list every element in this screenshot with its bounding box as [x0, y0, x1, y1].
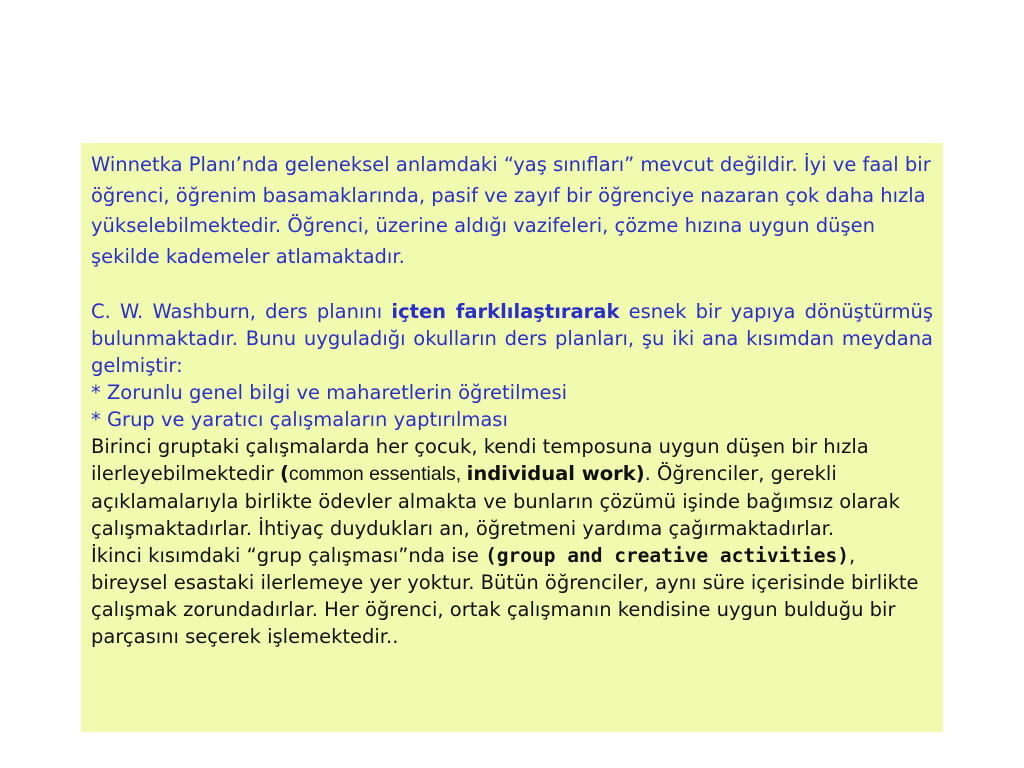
bullet-item: * Grup ve yaratıcı çalışmaların yaptırılması [91, 408, 508, 431]
text-box [81, 143, 943, 732]
first-group-plain-term: common essentials, [288, 463, 467, 485]
bullet-item: * Zorunlu genel bilgi ve maharetlerin öğretilmesi [91, 381, 568, 404]
second-group-text-start: İkinci kısımdaki “grup çalışması”nda ise [91, 544, 486, 567]
first-group-text-start: Birinci gruptaki çalışmalarda her çocuk, kendi temposuna uygun düşen bir hızla ilerleyebilmektedir [91, 435, 869, 485]
first-group-bold-term: individual work) [466, 462, 645, 485]
washburn-bold-term: içten farklılaştırarak [391, 300, 620, 323]
first-group-paren: ( [279, 462, 289, 485]
first-group-text-end: . Öğrenciler, gerekli açıklamalarıyla birlikte ödevler almakta ve bunların çözümü işinde bağımsız olarak çalışmaktadırlar. İhtiyaç duydukları an, öğretmeni yardıma çağırmaktadırlar. [91, 462, 900, 540]
paragraph-second-group [91, 542, 933, 650]
paragraph-first-group [91, 433, 933, 542]
paragraph-spacer [91, 272, 933, 298]
second-group-bold-term: (group and creative activities) [485, 544, 850, 567]
paragraph-winnetka: Winnetka Planı’nda geleneksel anlamdaki “yaş sınıfları” mevcut değildir. İyi ve faal bir öğrenci, öğrenim basamaklarında, pasif ve zayıf bir öğrenciye nazaran çok daha hızla yükselebilmektedir. Öğrenci, üzerine aldığı vazifeleri, çözme hızına uygun düşen şekilde kademeler atlamaktadır. [91, 153, 931, 268]
washburn-text-end: esnek bir yapıya dönüştürmüş bulunmaktadır. Bunu uyguladığı okulların ders planları, şu iki ana kısımdan meydana gelmiştir: [91, 300, 934, 377]
second-group-text-end: , bireysel esastaki ilerlemeye yer yoktur. Bütün öğrenciler, aynı süre içerisinde birlikte çalışmak zorundadırlar. Her öğrenci, ortak çalışmanın kendisine uygun bulduğu bir parçasını seçerek işlemektedir.. [91, 544, 919, 648]
washburn-text-start: C. W. Washburn, ders planını [91, 300, 392, 323]
paragraph-washburn [91, 298, 933, 379]
